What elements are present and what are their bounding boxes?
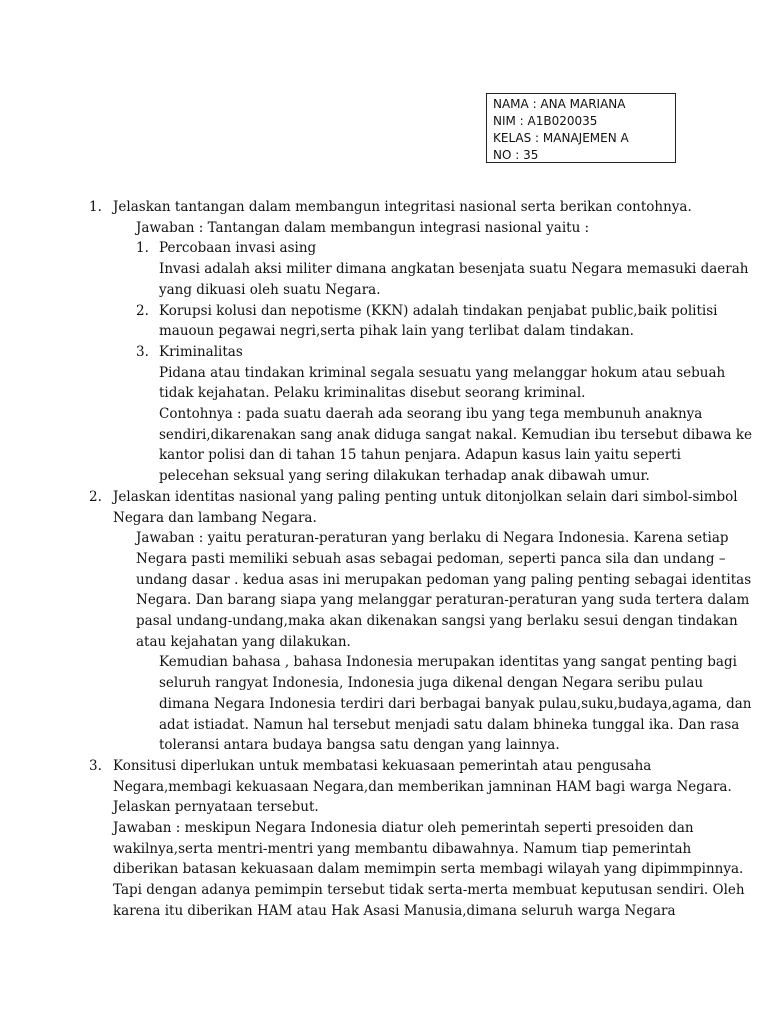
q1-item1-number: 1.	[136, 240, 149, 257]
identity-box	[486, 93, 676, 163]
q1-item3-line: pelecehan seksual yang sering dilakukan terhadap anak dibawah umur.	[159, 468, 650, 485]
q1-item3-line: tidak kejahatan. Pelaku kriminalitas disebut seorang kriminal.	[159, 385, 586, 402]
q2-answer-line: pasal undang-undang,maka akan dikenakan sangsi yang berlaku sesui dengan tindakan	[136, 613, 738, 629]
q1-item3-line: Contohnya : pada suatu daerah ada seorang ibu yang tega membunuh anaknya	[159, 406, 703, 422]
q1-item1-line: Invasi adalah aksi militer dimana angkatan besenjata suatu Negara memasuki daerah	[159, 261, 749, 278]
q1-item2-line: Korupsi kolusi dan nepotisme (KKN) adalah tindakan penjabat public,baik politisi	[159, 302, 718, 319]
q1-answer: Jawaban : Tantangan dalam membangun integrasi nasional yaitu :	[136, 219, 590, 236]
q2-question-line: Jelaskan identitas nasional yang paling penting untuk ditonjolkan selain dari simbol-simbol	[113, 488, 738, 505]
q1-number: 1.	[89, 199, 102, 215]
q2-answer-line: undang dasar . kedua asas ini merupakan pedoman yang paling penting sebagai identitas	[136, 571, 752, 588]
q3-answer-line: wakilnya,serta mentri-mentri yang membantu dibawahnya. Namum tiap pemerintah	[113, 840, 692, 857]
q3-answer-line: karena itu diberikan HAM atau Hak Asasi Manusia,dimana seluruh warga Negara	[113, 902, 676, 919]
q3-answer-line: diberikan batasan kekuasaan dalam memimpin serta membagi wilayah yang dipimmpinnya.	[113, 861, 744, 878]
q3-number: 3.	[89, 757, 102, 774]
q3-answer-line: Tapi dengan adanya pemimpin tersebut tidak serta-merta membuat keputusan sendiri. Oleh	[113, 882, 745, 899]
identity-nama: NAMA : ANA MARIANA	[493, 97, 626, 111]
q2-question-line: Negara dan lambang Negara.	[113, 509, 317, 526]
q2-para2-line: toleransi antara budaya bangsa satu dengan yang lainnya.	[159, 737, 560, 754]
identity-nim: NIM : A1B020035	[493, 114, 598, 128]
q1-item3-line: Pidana atau tindakan kriminal segala sesuatu yang melanggar hokum atau sebuah	[159, 364, 726, 381]
q2-answer-line: Jawaban : yaitu peraturan-peraturan yang berlaku di Negara Indonesia. Karena setiap	[136, 530, 729, 547]
q2-answer-line: atau kejahatan yang dilakukan.	[136, 633, 351, 650]
q3-answer-line: Jawaban : meskipun Negara Indonesia diatur oleh pemerintah seperti presoiden dan	[113, 820, 694, 836]
identity-no: NO : 35	[493, 148, 539, 162]
q3-question-line: Konsitusi diperlukan untuk membatasi kekuasaan pemerintah atau pengusaha	[113, 757, 652, 774]
q2-para2-line: dimana Negara Indonesia terdiri dari berbagai banyak pulau,suku,budaya,agama, dan	[159, 695, 752, 712]
q1-item3-line: Kriminalitas	[159, 343, 243, 360]
q1-item3-line: kantor polisi dan di tahan 15 tahun penjara. Adapun kasus lain yaitu seperti	[159, 447, 681, 464]
q2-answer-line: Negara pasti memiliki sebuah asas sebagai pedoman, seperti panca sila dan undang –	[136, 550, 726, 567]
q1-item2-number: 2.	[136, 302, 149, 319]
q2-answer-line: Negara. Dan barang siapa yang melanggar peraturan-peraturan yang suda tertera dalam	[136, 592, 750, 609]
q2-para2-line: Kemudian bahasa , bahasa Indonesia merupakan identitas yang sangat penting bagi	[159, 654, 737, 671]
q1-item3-line: sendiri,dikarenakan sang anak diduga sangat nakal. Kemudian ibu tersebut dibawa ke	[159, 426, 753, 443]
q3-question-line: Negara,membagi kekuasaan Negara,dan memberikan jamninan HAM bagi warga Negara.	[113, 778, 732, 795]
q2-para2-line: seluruh rangyat Indonesia, Indonesia juga dikenal dengan Negara seribu pulau	[159, 675, 704, 692]
identity-kelas: KELAS : MANAJEMEN A	[493, 131, 629, 145]
q1-item3-number: 3.	[136, 343, 149, 360]
q2-para2-line: adat istiadat. Namun hal tersebut menjadi satu dalam bhineka tunggal ika. Dan rasa	[159, 716, 740, 733]
q1-item2-line: mauoun pegawai negri,serta pihak lain yang terlibat dalam tindakan.	[159, 323, 634, 340]
q1-item1-line: yang dikuasi oleh suatu Negara.	[159, 281, 381, 298]
q1-question: Jelaskan tantangan dalam membangun integritasi nasional serta berikan contohnya.	[113, 199, 692, 215]
q1-item1-line: Percobaan invasi asing	[159, 240, 317, 257]
q3-question-line: Jelaskan pernyataan tersebut.	[113, 799, 319, 816]
q2-number: 2.	[89, 488, 102, 505]
